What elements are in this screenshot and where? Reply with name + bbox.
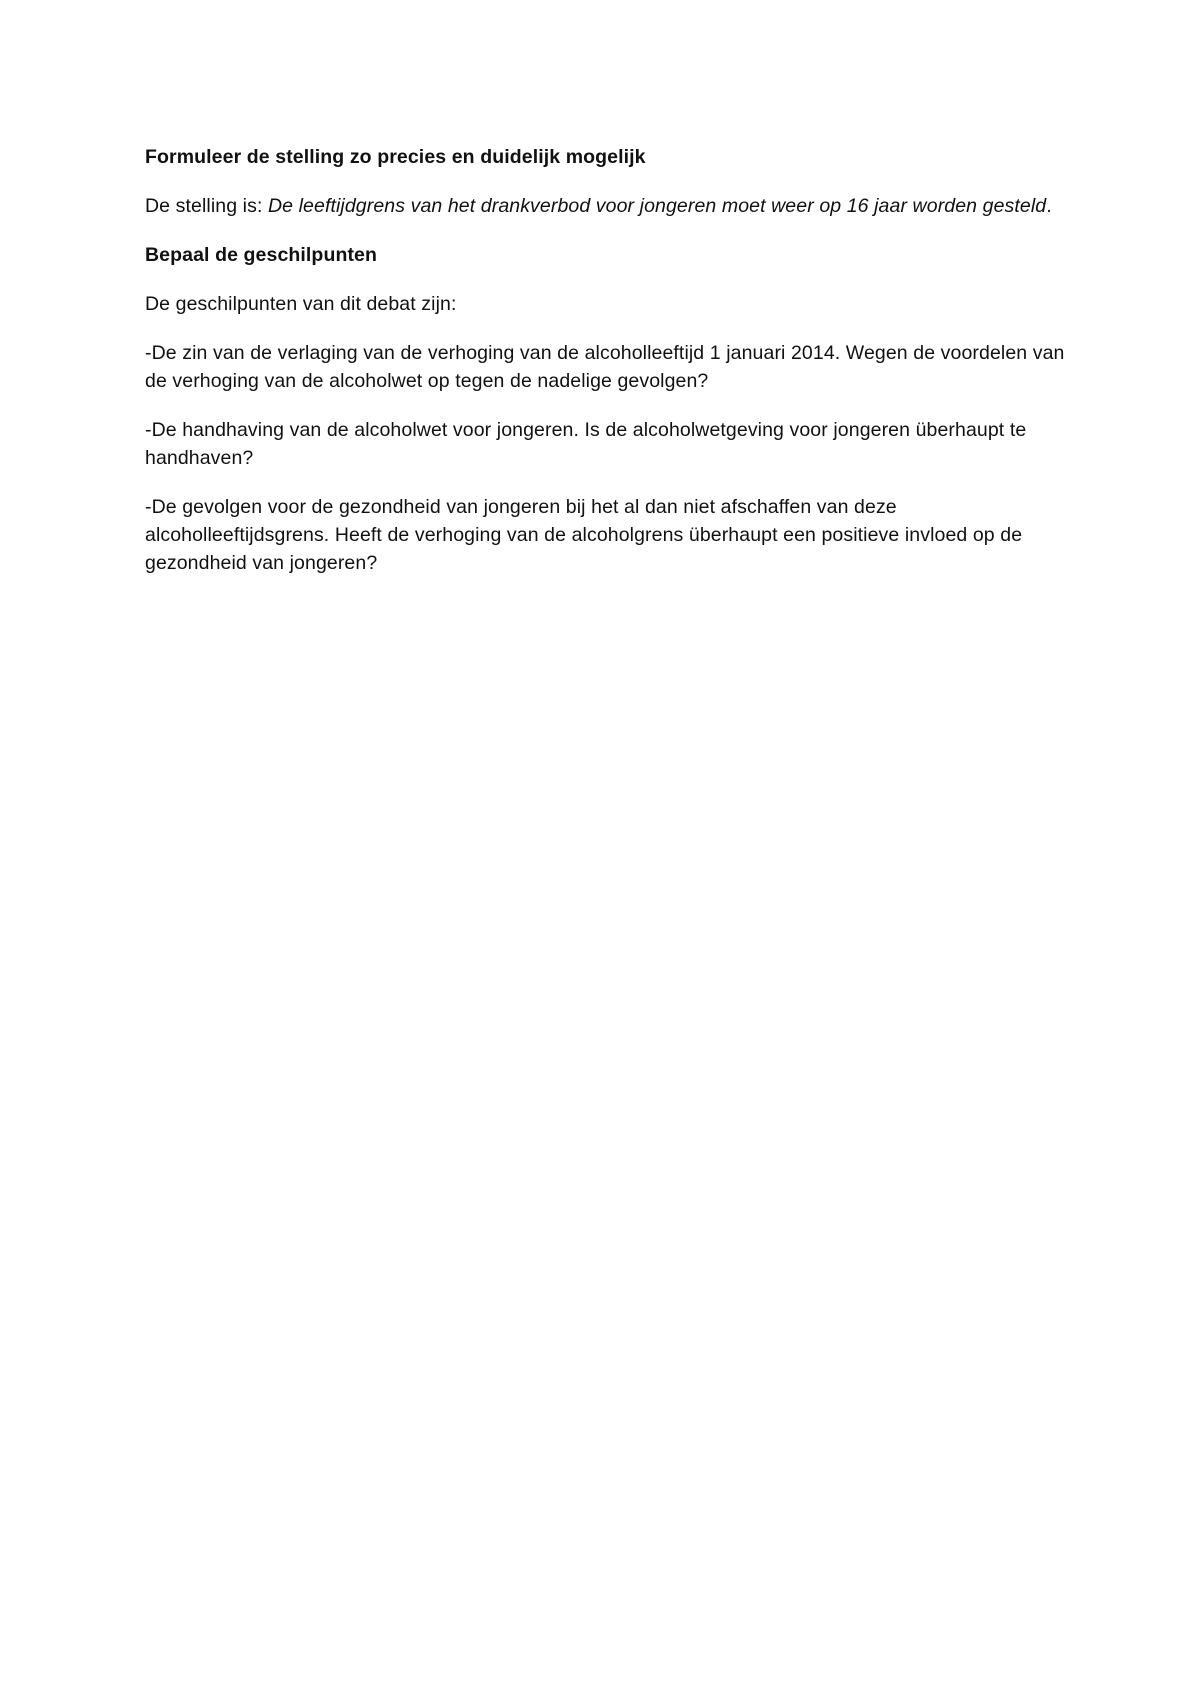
heading-statement: Formuleer de stelling zo precies en duidelijk mogelijk xyxy=(145,146,646,168)
points-intro: De geschilpunten van dit debat zijn: xyxy=(145,293,457,315)
statement-paragraph xyxy=(145,192,1075,220)
statement-text: De leeftijdgrens van het drankverbod voor jongeren moet weer op 16 jaar worden gesteld xyxy=(267,195,1047,217)
document-body xyxy=(145,143,1075,598)
heading-points: Bepaal de geschilpunten xyxy=(145,244,378,266)
point-item: -De gevolgen voor de gezondheid van jongeren bij het al dan niet afschaffen van deze alcoholleeftijdsgrens. Heeft de verhoging van de alcoholgrens überhaupt een positieve invloed op de gezondheid van jongeren? xyxy=(145,496,1023,574)
statement-suffix: . xyxy=(1046,195,1052,217)
statement-prefix: De stelling is: xyxy=(145,195,268,217)
point-item: -De zin van de verlaging van de verhoging van de alcoholleeftijd 1 januari 2014. Wegen de voordelen van de verhoging van de alcoholwet op tegen de nadelige gevolgen? xyxy=(145,342,1065,392)
point-item: -De handhaving van de alcoholwet voor jongeren. Is de alcoholwetgeving voor jongeren überhaupt te handhaven? xyxy=(145,419,1027,469)
